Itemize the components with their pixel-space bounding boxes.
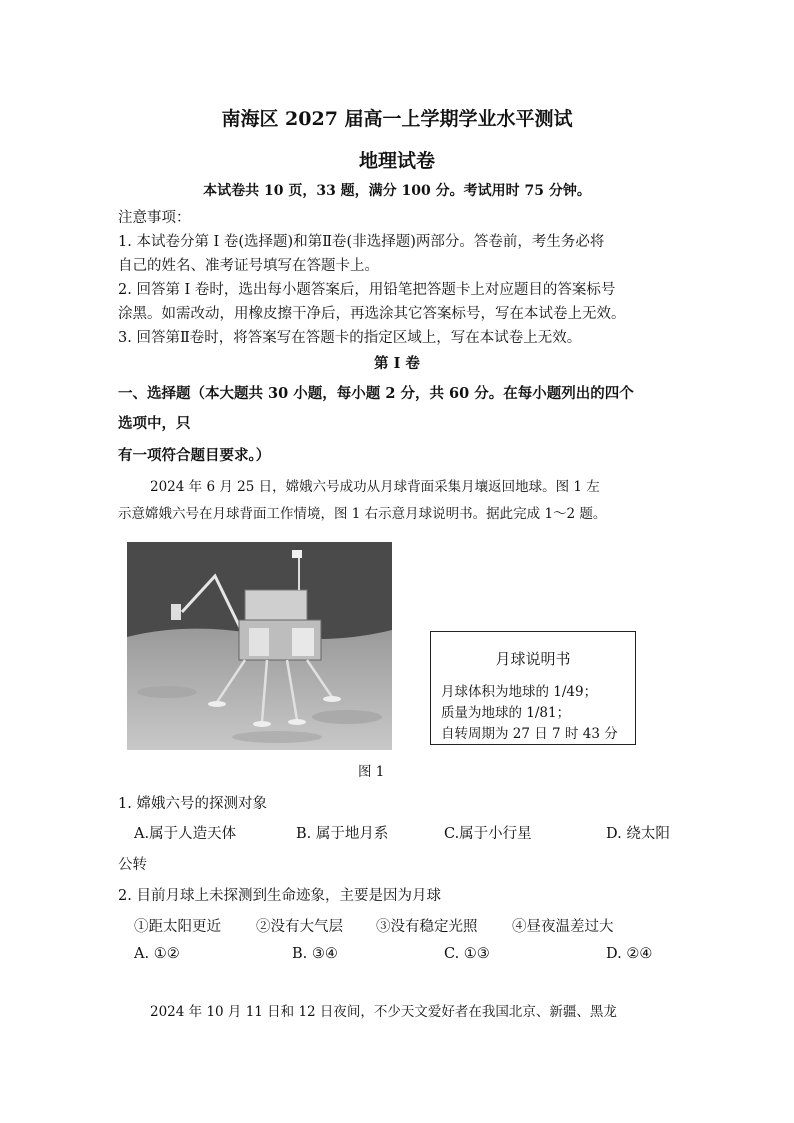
q2-option-a: A. ①②	[134, 946, 180, 962]
exam-info: 本试卷共 10 页，33 题，满分 100 分。考试用时 75 分钟。	[203, 183, 591, 199]
q2-option-c: C. ①③	[444, 946, 490, 962]
moon-manual-line: 质量为地球的 1/81；	[441, 705, 571, 721]
subject-title: 地理试卷	[358, 150, 435, 172]
moon-manual-box	[430, 631, 636, 745]
note-line: 3. 回答第Ⅱ卷时，将答案写在答题卡的指定区域上，写在本试卷上无效。	[118, 330, 582, 346]
moon-manual-line: 月球体积为地球的 1/49；	[441, 684, 598, 700]
lander-illustration	[127, 542, 392, 750]
note-line: 2. 回答第 Ⅰ 卷时，选出每小题答案后，用铅笔把答题卡上对应题目的答案标号	[118, 282, 616, 298]
next-passage-line: 2024 年 10 月 11 日和 12 日夜间，不少天文爱好者在我国北京、新疆、黑龙	[150, 1004, 617, 1020]
note-line: 自己的姓名、准考证号填写在答题卡上。	[118, 258, 379, 274]
q1-option-d: D. 绕太阳	[606, 826, 670, 842]
exam-title: 南海区 2027 届高一上学期学业水平测试	[221, 108, 573, 130]
q2-statement-4: ④昼夜温差过大	[512, 919, 614, 935]
question-2-stem: 2. 目前月球上未探测到生命迹象，主要是因为月球	[118, 888, 441, 904]
q2-statement-1: ①距太阳更近	[134, 919, 221, 935]
q2-statement-3: ③没有稳定光照	[376, 919, 478, 935]
q1-option-b: B. 属于地月系	[296, 826, 389, 842]
section-heading-line3: 有一项符合题目要求。）	[118, 447, 271, 464]
note-line: 涂黑。如需改动，用橡皮擦干净后，再选涂其它答案标号，写在本试卷上无效。	[118, 306, 626, 322]
q1-option-c: C.属于小行星	[444, 826, 532, 842]
q2-option-d: D. ②④	[606, 946, 653, 962]
q2-statement-2: ②没有大气层	[256, 919, 343, 935]
section-heading-line1: 一、选择题（本大题共 30 小题，每小题 2 分，共 60 分。在每小题列出的四个	[118, 385, 634, 402]
chang-e-6-lander-photo	[127, 542, 392, 750]
passage-line1: 2024 年 6 月 25 日，嫦娥六号成功从月球背面采集月壤返回地球。图 1 左	[150, 479, 600, 495]
figure-caption: 图 1	[358, 764, 385, 780]
q1-option-a: A.属于人造天体	[134, 826, 237, 842]
notes-heading: 注意事项：	[118, 210, 191, 226]
passage-line2: 示意嫦娥六号在月球背面工作情境，图 1 右示意月球说明书。据此完成 1～2 题。	[118, 506, 607, 522]
moon-manual-line: 自转周期为 27 日 7 时 43 分	[441, 726, 618, 742]
q2-option-b: B. ③④	[292, 946, 338, 962]
q1-option-d-wrap: 公转	[118, 857, 147, 873]
section-heading-line2: 选项中，只	[118, 415, 191, 432]
question-1-stem: 1. 嫦娥六号的探测对象	[118, 796, 267, 812]
part-label: 第 Ⅰ 卷	[374, 355, 420, 372]
moon-manual-title: 月球说明书	[495, 650, 571, 668]
note-line: 1. 本试卷分第 Ⅰ 卷(选择题)和第Ⅱ卷(非选择题)两部分。答卷前，考生务必将	[118, 234, 605, 250]
